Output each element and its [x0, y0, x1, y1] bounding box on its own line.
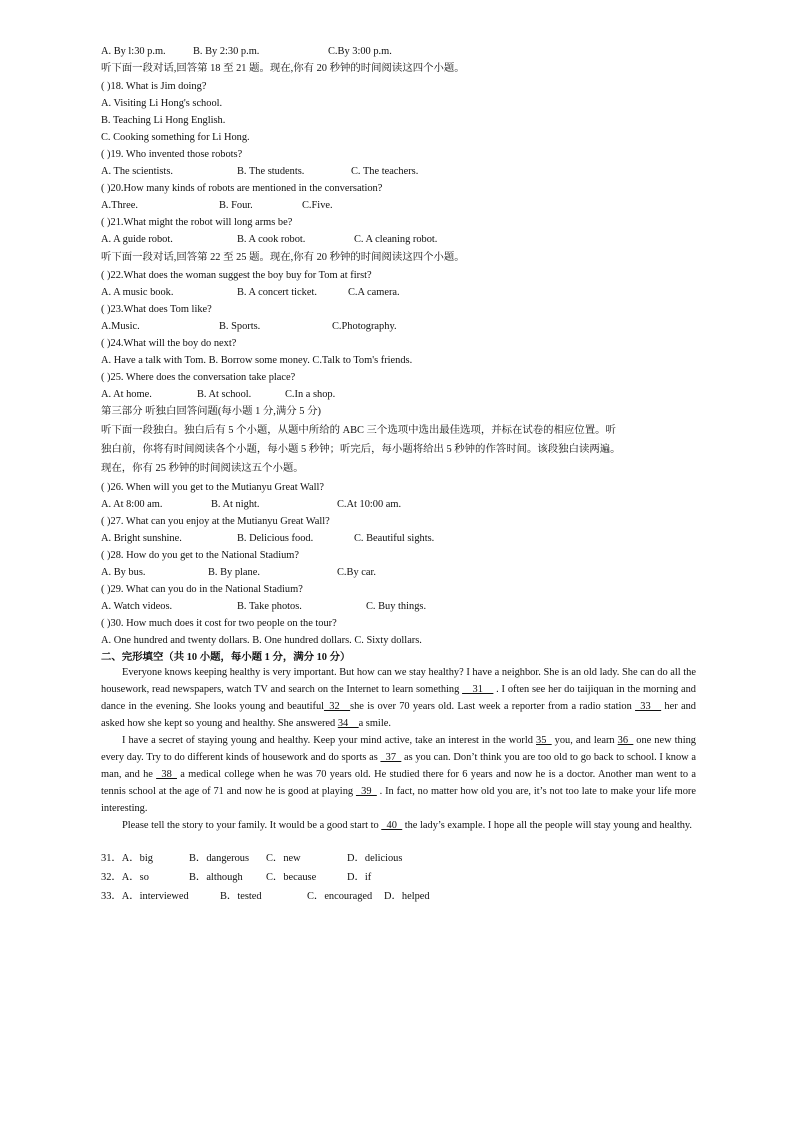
section-instruction: 听下面一段对话,回答第 18 至 21 题。现在,你有 20 秒钟的时间阅读这四个小题。 — [101, 63, 465, 74]
question-30: ( )30. How much does it cost for two people on the tour? — [101, 618, 337, 629]
option-line: A. One hundred and twenty dollars. B. One hundred dollars. C. Sixty dollars. — [101, 635, 422, 646]
option-b: B. Sports. — [219, 321, 261, 332]
blank-33: _33__ — [635, 701, 662, 712]
option-d: D．helped — [384, 891, 430, 902]
option-a: A. Bright sunshine. — [101, 533, 182, 544]
option-b: B. The students. — [237, 166, 305, 177]
option-c: C．new — [266, 853, 301, 864]
question-19: ( )19. Who invented those robots? — [101, 149, 243, 160]
option-c: C.Five. — [302, 200, 333, 211]
option-c: C. A cleaning robot. — [354, 234, 438, 245]
option-a: A. By bus. — [101, 567, 146, 578]
question-20: ( )20.How many kinds of robots are mentioned in the conversation? — [101, 183, 383, 194]
option-c: C. Buy things. — [366, 601, 427, 612]
option-b: B. By plane. — [208, 567, 260, 578]
option-c: C. Beautiful sights. — [354, 533, 435, 544]
blank-39: _39_ — [355, 786, 377, 797]
option-a: A. The scientists. — [101, 166, 173, 177]
question-29: ( )29. What can you do in the National Stadium? — [101, 584, 303, 595]
question-22: ( )22.What does the woman suggest the boy buy for Tom at first? — [101, 270, 372, 281]
option-line: C. Cooking something for Li Hong. — [101, 132, 250, 143]
option-b: B. By 2:30 p.m. — [193, 46, 260, 57]
blank-34: 34__ — [337, 718, 359, 729]
q25-options — [101, 388, 336, 401]
option-a: A.Music. — [101, 321, 140, 332]
option-b: B．tested — [220, 891, 262, 902]
question-23: ( )23.What does Tom like? — [101, 304, 212, 315]
blank-38: _38_ — [156, 769, 177, 780]
option-b: B．dangerous — [189, 853, 250, 864]
question-21: ( )21.What might the robot will long arms be? — [101, 217, 293, 228]
blank-31: __31__ — [462, 684, 494, 695]
option-c: C．because — [266, 872, 317, 883]
option-c: C.At 10:00 am. — [337, 499, 402, 510]
question-27: ( )27. What can you enjoy at the Mutianyu Great Wall? — [101, 516, 330, 527]
option-a: A. A music book. — [101, 287, 174, 298]
option-line: A. Visiting Li Hong's school. — [101, 98, 223, 109]
option-a: A．interviewed — [121, 891, 189, 902]
q23-options — [101, 320, 397, 333]
q17-options — [101, 45, 392, 58]
option-d: D．delicious — [347, 853, 403, 864]
option-b: B. Take photos. — [237, 601, 302, 612]
q28-options — [101, 566, 376, 579]
question-24: ( )24.What will the boy do next? — [101, 338, 237, 349]
q27-options — [101, 532, 435, 545]
q31-options: 31．A．big B．dangerous C．new D．delicious — [101, 853, 403, 864]
option-a: A. A guide robot. — [101, 234, 173, 245]
option-b: B．although — [189, 872, 243, 883]
section-instruction: 现在，你有 25 秒钟的时间阅读这五个小题。 — [101, 463, 304, 474]
blank-35: 35_ — [536, 735, 552, 746]
q26-options — [101, 498, 402, 511]
option-c: C.In a shop. — [285, 389, 336, 400]
blank-37: _37_ — [380, 752, 402, 763]
question-26: ( )26. When will you get to the Mutianyu Great Wall? — [101, 482, 324, 493]
option-line: A. Have a talk with Tom. B. Borrow some money. C.Talk to Tom's friends. — [101, 355, 413, 366]
section-instruction: 听下面一段对话,回答第 22 至 25 题。现在,你有 20 秒钟的时间阅读这四个小题。 — [101, 252, 465, 263]
option-b: B. A cook robot. — [237, 234, 306, 245]
option-c: C．encouraged — [307, 891, 373, 902]
option-a: A．big — [121, 853, 153, 864]
blank-32: _32__ — [324, 701, 351, 712]
blank-36: 36_ — [617, 735, 634, 746]
option-d: D．if — [347, 872, 372, 883]
option-c: C.A camera. — [348, 287, 400, 298]
question-18: ( )18. What is Jim doing? — [101, 81, 207, 92]
option-b: B. Delicious food. — [237, 533, 314, 544]
q33-options: 33．A．interviewed B．tested C．encouraged D．helped — [101, 891, 430, 902]
option-a: A. At 8:00 am. — [101, 499, 163, 510]
blank-40: _40_ — [381, 820, 403, 831]
section-heading: 第三部分 听独白回答问题(每小题 1 分,满分 5 分) — [101, 406, 321, 417]
q22-options — [101, 286, 400, 299]
q21-options — [101, 233, 438, 246]
option-b: B. Four. — [219, 200, 253, 211]
section-instruction: 听下面一段独白。独白后有 5 个小题，从题中所给的 ABC 三个选项中选出最佳选项，并标在试卷的相应位置。听 — [101, 425, 616, 436]
option-c: C.By 3:00 p.m. — [328, 46, 392, 57]
question-25: ( )25. Where does the conversation take place? — [101, 372, 296, 383]
option-c: C.Photography. — [332, 321, 397, 332]
option-line: B. Teaching Li Hong English. — [101, 115, 226, 126]
option-a: A. By l:30 p.m. — [101, 46, 166, 57]
option-b: B. At night. — [211, 499, 260, 510]
section-heading-cloze: 二、完形填空（共 10 小题，每小题 1 分，满分 10 分） — [101, 652, 351, 663]
q32-options: 32．A．so B．although C．because D．if — [101, 872, 372, 883]
passage-paragraph-2: I have a secret of staying young and healthy. Keep your mind active, take an interest in the world 35_ you, and learn 36_ one new thing every day. Try to do different kinds of housework and do sports as _37_ as you can. Don’t think you are too old to go back to school. I know a man, and he _38_ a medical college when he was 70 years old. He studied there for 6 years and now he is a doctor. Another man went to a tennis school at the age of 71 and now he is good at playing _39_ . In fact, no matter how old you are, it’s not too late to make your life more interesting. — [101, 735, 697, 814]
question-28: ( )28. How do you get to the National Stadium? — [101, 550, 299, 561]
option-b: B. A concert ticket. — [237, 287, 317, 298]
option-a: A. Watch videos. — [101, 601, 173, 612]
section-instruction: 独白前，你将有时间阅读各个小题，每小题 5 秒钟；听完后，每小题将给出 5 秒钟的作答时间。该段独白读两遍。 — [101, 444, 621, 455]
option-c: C.By car. — [337, 567, 376, 578]
option-a: A．so — [121, 872, 149, 883]
q19-options — [101, 165, 419, 178]
q20-options — [101, 199, 333, 212]
passage-paragraph-3: Please tell the story to your family. It would be a good start to _40_ the lady’s example. I hope all the people will stay young and healthy. — [122, 820, 693, 831]
option-c: C. The teachers. — [351, 166, 419, 177]
option-a: A.Three. — [101, 200, 138, 211]
option-a: A. At home. — [101, 389, 152, 400]
option-b: B. At school. — [197, 389, 252, 400]
cloze-passage — [101, 664, 696, 834]
q29-options — [101, 600, 427, 613]
passage-paragraph-1: Everyone knows keeping healthy is very important. But how can we stay healthy? I have a neighbor. She is an old lady. She can do all the housework, read newspapers, watch TV and search on the Internet to learn something __31__ . I often see her do taijiquan in the morning and dance in the evening. She looks young and beautiful_32__she is over 70 years old. Last week a reporter from a radio station _33__ her and asked how she kept so young and healthy. She answered 34__a smile. — [101, 667, 696, 729]
